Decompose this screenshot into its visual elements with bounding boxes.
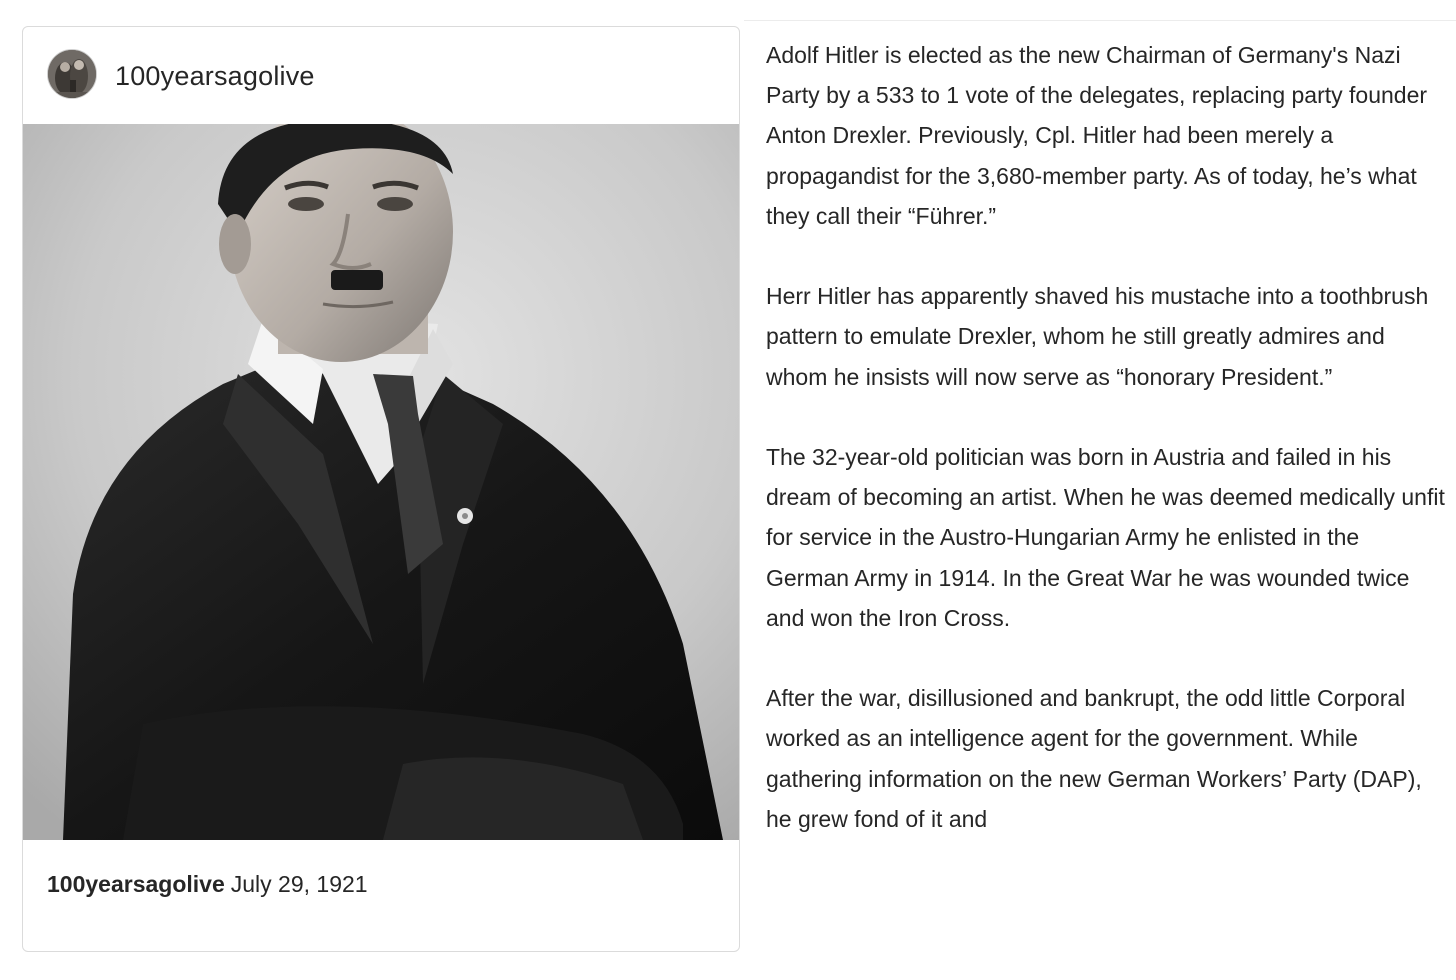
article-text (766, 35, 1448, 980)
divider (744, 20, 1456, 21)
avatar[interactable] (47, 49, 97, 99)
post-username[interactable]: 100yearsagolive (115, 61, 315, 91)
profile-photo-avatar-icon (48, 50, 97, 99)
article-paragraph: The 32-year-old politician was born in Austria and failed in his dream of becoming an artist. When he was deemed medically unfit for service in the Austro-Hungarian Army he enlisted in the German Army in 1914. In the Great War he was wounded twice and won the Iron Cross. (766, 444, 1445, 631)
post-header (23, 27, 739, 124)
article-paragraph: After the war, disillusioned and bankrupt, the odd little Corporal worked as an intelligence agent for the government. While gathering information on the new German Workers’ Party (DAP), he grew fond of it and (766, 685, 1422, 832)
post-photo[interactable] (23, 124, 740, 840)
post-card (22, 26, 740, 952)
article-paragraph: Adolf Hitler is elected as the new Chairman of Germany's Nazi Party by a 533 to 1 vote of the delegates, replacing party founder Anton Drexler. Previously, Cpl. Hitler had been merely a propagandist for the 3,680-member party. As of today, he’s what they call their “Führer.” (766, 42, 1428, 229)
caption-date: July 29, 1921 (230, 871, 368, 897)
article-paragraph: Herr Hitler has apparently shaved his mustache into a toothbrush pattern to emulate Drexler, whom he still greatly admires and whom he insists will now serve as “honorary President.” (766, 283, 1429, 390)
post-caption (47, 871, 368, 898)
portrait-photograph-icon (23, 124, 740, 840)
caption-username[interactable]: 100yearsagolive (47, 871, 225, 897)
